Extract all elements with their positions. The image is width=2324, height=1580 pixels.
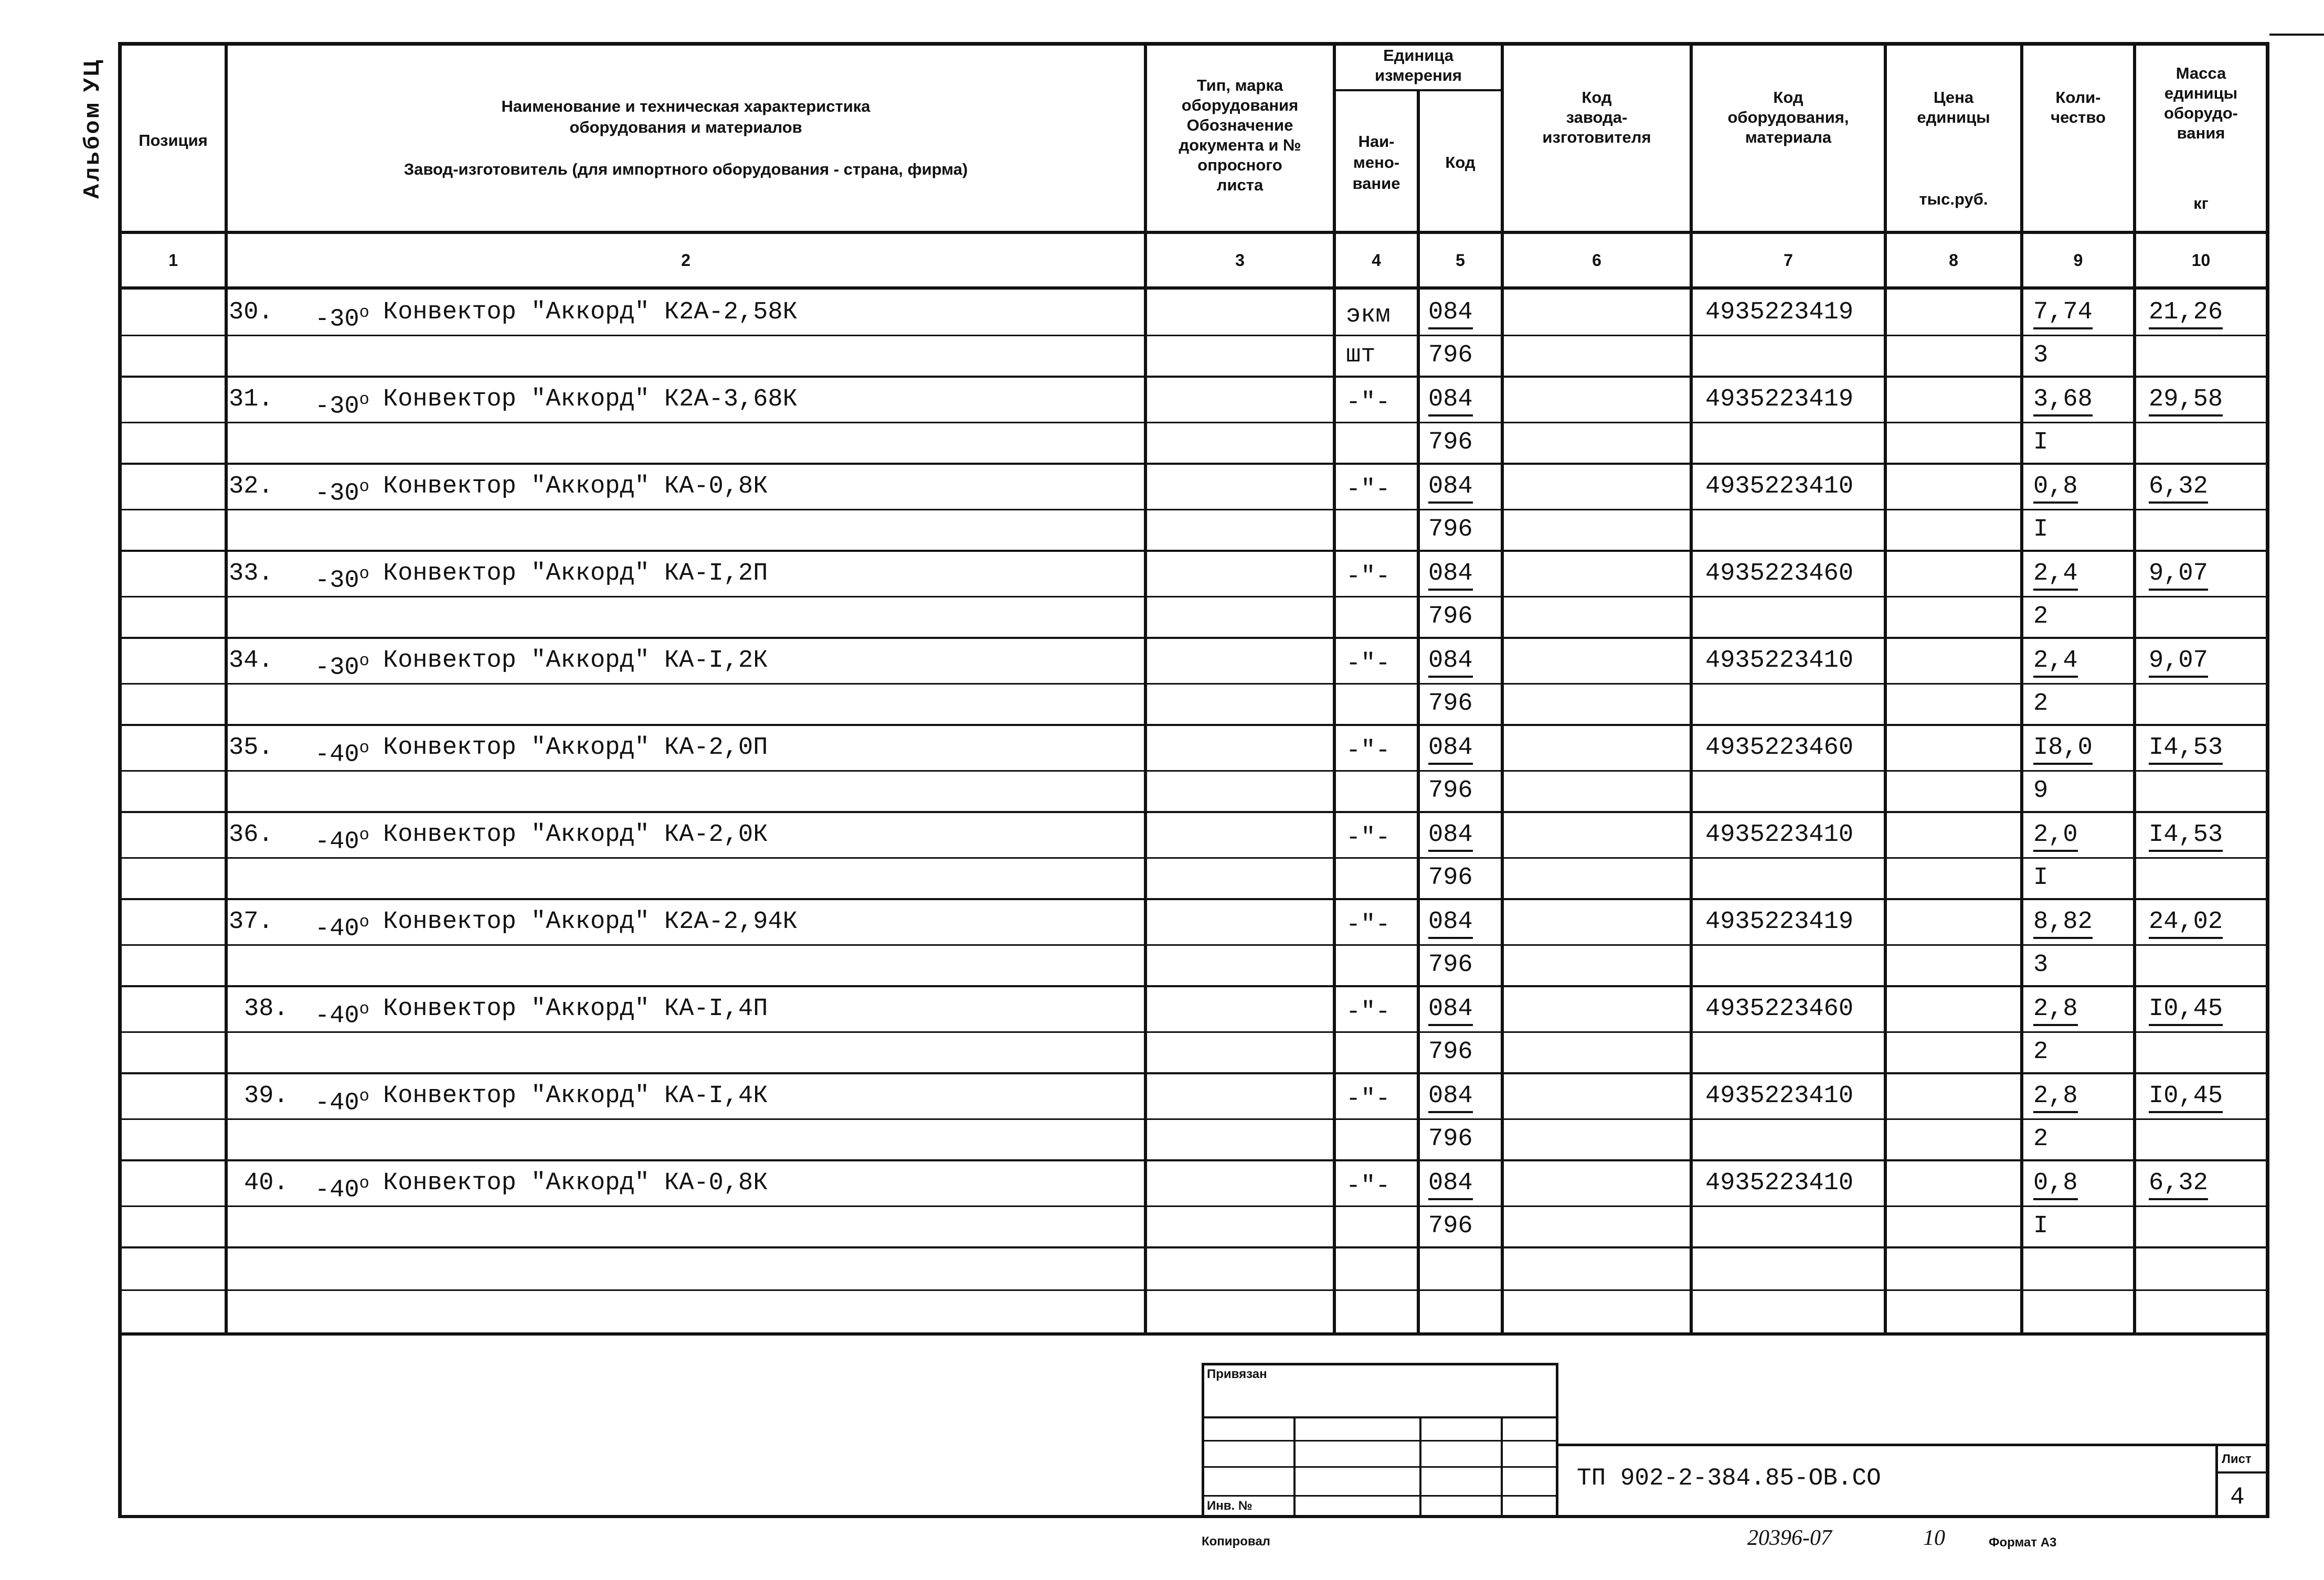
row-number: 36. [229,821,273,849]
header-unit-name-line2: мено- [1353,153,1400,172]
temperature-value: -40 [315,828,359,856]
row-unit-name: -"- [1346,1085,1391,1113]
stamp-line-4 [1202,1495,1558,1497]
row-item-name: Конвектор "Аккорд" КА-2,0П [383,734,768,762]
row-bottom-line [118,376,2269,378]
row-equipment-code: 4935223410 [1705,821,1854,849]
row-temperature [315,734,369,769]
row-quantity: 0,8 [2033,1170,2078,1200]
row-unit-name: -"- [1346,911,1391,939]
degree-sign: o [359,1086,369,1106]
header-name-line1: Наименование и техническая характеристика [501,97,871,115]
row-unit-code-2: 796 [1428,516,1473,543]
header-unit-line2: измерения [1375,66,1462,84]
row-item-name: Конвектор "Аккорд" КА-I,2П [383,560,768,588]
empty-row-line [118,1289,2269,1291]
row-mass: I0,45 [2149,1083,2223,1113]
header-equip-line1: Код [1773,88,1803,106]
header-unit-name-line3: вание [1352,174,1400,193]
row-number: 31. [229,386,273,413]
row-unit-code: 084 [1428,473,1473,504]
degree-sign: o [359,390,369,409]
row-unit-name: -"- [1346,824,1391,852]
colnum-2: 2 [681,251,691,270]
header-price-unit: тыс.руб. [1919,190,1988,208]
row-quantity-2: 2 [2033,603,2049,631]
footer-format: Формат А3 [1989,1535,2057,1550]
row-number: 30. [229,298,273,326]
header-qty-line1: Коли- [2055,88,2101,106]
stamp-sheet-label: Лист [2222,1452,2252,1466]
row-bottom-line [118,898,2269,900]
row-temperature [315,299,369,334]
degree-sign: o [359,303,369,322]
header-mass-unit: кг [2193,194,2209,212]
row-unit-name: -"- [1346,563,1391,591]
row-quantity: I8,0 [2033,734,2093,765]
row-quantity-2: I [2033,429,2049,456]
row-unit-code: 084 [1428,821,1473,852]
row-bottom-line [118,463,2269,465]
row-unit-code-2: 796 [1428,429,1473,456]
frame-left [118,42,122,1518]
frame-bottom [118,1515,2269,1518]
row-equipment-code: 4935223460 [1705,560,1854,588]
row-unit-name: -"- [1346,1172,1391,1200]
row-number: 33. [229,560,273,588]
stamp-privyazan: Привязан [1207,1367,1267,1381]
row-mass: 6,32 [2149,1170,2208,1200]
frame-right [2266,42,2269,1518]
row-equipment-code: 4935223419 [1705,298,1854,326]
footer-handwritten-sheet: 10 [1923,1526,1945,1550]
row-mid-line [118,944,2269,946]
row-bottom-line [118,1246,2269,1248]
row-temperature [315,647,369,682]
header-name-line3: Завод-изготовитель (для импортного оборудования - страна, фирма) [404,160,968,178]
row-mass: 9,07 [2149,647,2208,678]
header-price-line2: единицы [1917,108,1990,126]
row-unit-code-2: 796 [1428,777,1473,805]
colnum-7: 7 [1784,251,1793,270]
row-number: 32. [229,473,273,500]
row-quantity: 2,4 [2033,560,2078,591]
col-line-5 [1501,42,1504,1336]
row-mass: 24,02 [2149,909,2223,939]
colnum-3: 3 [1235,251,1245,270]
row-equipment-code: 4935223419 [1705,908,1854,936]
row-unit-code: 084 [1428,909,1473,939]
col-line-3 [1333,42,1336,1336]
row-mass: 6,32 [2149,473,2208,504]
stamp-col-2 [1419,1416,1421,1518]
header-type-line6: листа [1216,176,1264,194]
row-unit-code: 084 [1428,996,1473,1026]
stamp-col-3 [1501,1416,1503,1518]
row-mid-line [118,1031,2269,1033]
row-unit-code-2: 796 [1428,1125,1473,1153]
col-line-2 [1144,42,1147,1336]
stamp-sheet-split [2215,1471,2269,1474]
row-mid-line [118,683,2269,685]
row-equipment-code: 4935223410 [1705,647,1854,675]
col-line-9 [2133,42,2136,1336]
row-unit-name: -"- [1346,389,1391,417]
header-equip-line3: материала [1745,128,1832,146]
row-unit-code-2: 796 [1428,341,1473,369]
row-item-name: Конвектор "Аккорд" КА-0,8К [383,473,768,500]
colnum-bottom-line [118,286,2269,290]
colnum-10: 10 [2191,251,2211,270]
row-number: 37. [229,908,273,936]
row-temperature [315,473,369,508]
header-type-line2: оборудования [1181,96,1299,114]
row-number: 35. [229,734,273,762]
row-unit-code-2: 796 [1428,1038,1473,1066]
col-line-6 [1690,42,1693,1336]
colnum-9: 9 [2073,251,2083,270]
header-mass-line4: вания [2177,124,2225,142]
row-unit-code: 084 [1428,647,1473,678]
row-unit-code: 084 [1428,1170,1473,1200]
row-mid-line [118,335,2269,336]
row-quantity-2: I [2033,516,2049,543]
row-equipment-code: 4935223410 [1705,473,1854,500]
row-quantity-2: 3 [2033,951,2049,979]
row-temperature [315,560,369,595]
row-unit-code-2: 796 [1428,603,1473,631]
row-temperature [315,1083,369,1117]
col-line-4 [1417,89,1420,1336]
row-quantity: 8,82 [2033,909,2093,939]
footer-handwritten-number: 20396-07 [1747,1526,1832,1550]
col-line-8 [2020,42,2023,1336]
row-item-name: Конвектор "Аккорд" КА-I,4К [383,1082,768,1110]
row-unit-code: 084 [1428,734,1473,765]
frame-top-extension [2269,34,2324,36]
row-temperature [315,996,369,1030]
row-mid-line [118,596,2269,597]
row-quantity: 0,8 [2033,473,2078,504]
row-mid-line [118,422,2269,423]
row-quantity-2: 2 [2033,1038,2049,1066]
temperature-value: -40 [315,1089,359,1117]
row-item-name: Конвектор "Аккорд" КА-0,8К [383,1169,768,1197]
row-mid-line [118,509,2269,510]
row-mid-line [118,857,2269,859]
album-side-label: Альбом УЦ [79,58,103,199]
stamp-sheet-number: 4 [2230,1483,2245,1511]
row-unit-code-2: 796 [1428,864,1473,892]
row-unit-code: 084 [1428,299,1473,329]
row-bottom-line [118,1159,2269,1161]
header-factory-line1: Код [1582,88,1612,106]
row-equipment-code: 4935223410 [1705,1169,1854,1197]
colnum-5: 5 [1456,251,1465,270]
row-temperature [315,909,369,943]
degree-sign: o [359,477,369,496]
degree-sign: o [359,912,369,932]
stamp-designation-top [1556,1444,2269,1446]
degree-sign: o [359,1173,369,1193]
row-quantity: 2,8 [2033,996,2078,1026]
col-line-1 [225,42,228,1336]
colnum-8: 8 [1949,251,1958,270]
header-bottom-line [118,231,2269,234]
row-quantity: 2,8 [2033,1083,2078,1113]
row-bottom-line [118,637,2269,639]
header-position: Позиция [139,131,208,150]
row-bottom-line [118,811,2269,813]
header-price-line1: Цена [1933,88,1974,106]
row-quantity-2: 9 [2033,777,2049,805]
colnum-6: 6 [1592,251,1601,270]
row-unit-code: 084 [1428,386,1473,417]
row-number: 40. [244,1169,289,1197]
degree-sign: o [359,564,369,583]
temperature-value: -40 [315,1002,359,1030]
row-unit-code: 084 [1428,560,1473,591]
row-unit-name: -"- [1346,476,1391,504]
row-number: 34. [229,647,273,675]
row-equipment-code: 4935223460 [1705,995,1854,1023]
stamp-line-1 [1202,1416,1558,1418]
temperature-value: -30 [315,567,359,595]
row-unit-code-2: 796 [1428,690,1473,718]
header-type-line5: опросного [1197,156,1282,174]
row-item-name: Конвектор "Аккорд" К2А-2,94К [383,908,798,936]
row-quantity: 2,4 [2033,647,2078,678]
row-equipment-code: 4935223410 [1705,1082,1854,1110]
row-bottom-line [118,724,2269,726]
row-mass: 29,58 [2149,386,2223,417]
row-item-name: Конвектор "Аккорд" К2А-2,58К [383,298,798,326]
stamp-col-1 [1293,1416,1296,1518]
row-mass: 9,07 [2149,560,2208,591]
row-bottom-line [118,985,2269,987]
header-type-line1: Тип, марка [1196,76,1283,94]
row-mid-line [118,1205,2269,1207]
row-mass: I4,53 [2149,821,2223,852]
header-unit-name-line1: Наи- [1358,132,1395,151]
row-temperature [315,821,369,856]
col-line-7 [1884,42,1887,1336]
row-number: 39. [244,1082,289,1110]
degree-sign: o [359,999,369,1019]
degree-sign: o [359,825,369,845]
temperature-value: -30 [315,654,359,682]
row-quantity: 2,0 [2033,821,2078,852]
temperature-value: -40 [315,1176,359,1204]
stamp-line-2 [1202,1440,1558,1442]
degree-sign: o [359,651,369,670]
row-mid-line [118,1118,2269,1120]
temperature-value: -40 [315,741,359,769]
row-unit-name-2: шт [1346,341,1376,369]
row-unit-code: 084 [1428,1083,1473,1113]
header-unit-line1: Единица [1383,46,1453,65]
row-item-name: Конвектор "Аккорд" КА-2,0К [383,821,768,849]
row-temperature [315,1170,369,1204]
header-qty-line2: чество [2051,108,2106,126]
temperature-value: -40 [315,915,359,943]
header-type-line3: Обозначение [1186,116,1293,134]
row-quantity-2: 3 [2033,341,2049,369]
row-item-name: Конвектор "Аккорд" КА-I,4П [383,995,768,1023]
row-quantity-2: I [2033,864,2049,892]
row-mass: I4,53 [2149,734,2223,765]
row-mass: I0,45 [2149,996,2223,1026]
row-number: 38. [244,995,289,1023]
header-unit-code: Код [1445,153,1476,172]
temperature-value: -30 [315,392,359,421]
row-item-name: Конвектор "Аккорд" К2А-3,68К [383,386,798,413]
row-equipment-code: 4935223460 [1705,734,1854,762]
row-unit-name: -"- [1346,998,1391,1026]
stamp-designation: ТП 902-2-384.85-ОВ.СО [1577,1465,1881,1492]
stamp-top [1202,1363,1558,1365]
row-unit-name: -"- [1346,737,1391,765]
stamp-sheet-left [2215,1444,2218,1518]
header-mass-line3: оборудо- [2164,104,2238,122]
row-temperature [315,386,369,421]
row-unit-code-2: 796 [1428,1212,1473,1240]
row-quantity: 3,68 [2033,386,2093,417]
colnum-4: 4 [1372,251,1381,270]
row-quantity: 7,74 [2033,299,2093,329]
header-mass-line1: Масса [2176,64,2226,82]
header-factory-line2: завода- [1566,108,1628,126]
row-bottom-line [118,1072,2269,1074]
stamp-line-3 [1202,1466,1558,1468]
frame-top [118,42,2269,46]
temperature-value: -30 [315,305,359,334]
header-factory-line3: изготовителя [1542,128,1651,146]
row-unit-code-2: 796 [1428,951,1473,979]
colnum-1: 1 [168,251,178,270]
header-equip-line2: оборудования, [1727,108,1849,126]
row-item-name: Конвектор "Аккорд" КА-I,2К [383,647,768,675]
row-bottom-line [118,550,2269,552]
row-mid-line [118,770,2269,772]
stamp-inv: Инв. № [1207,1499,1253,1513]
temperature-value: -30 [315,479,359,508]
header-mass-line2: единицы [2164,84,2238,102]
footer-copied: Копировал [1202,1534,1270,1549]
row-quantity-2: 2 [2033,1125,2049,1153]
row-unit-name: экм [1346,302,1391,329]
row-quantity-2: I [2033,1212,2049,1240]
row-quantity-2: 2 [2033,690,2049,718]
row-mass: 21,26 [2149,299,2223,329]
table-bottom-line [118,1332,2269,1336]
header-name-line2: оборудования и материалов [569,118,802,136]
degree-sign: o [359,738,369,757]
row-equipment-code: 4935223419 [1705,386,1854,413]
header-type-line4: документа и № [1179,136,1301,154]
row-unit-name: -"- [1346,650,1391,678]
